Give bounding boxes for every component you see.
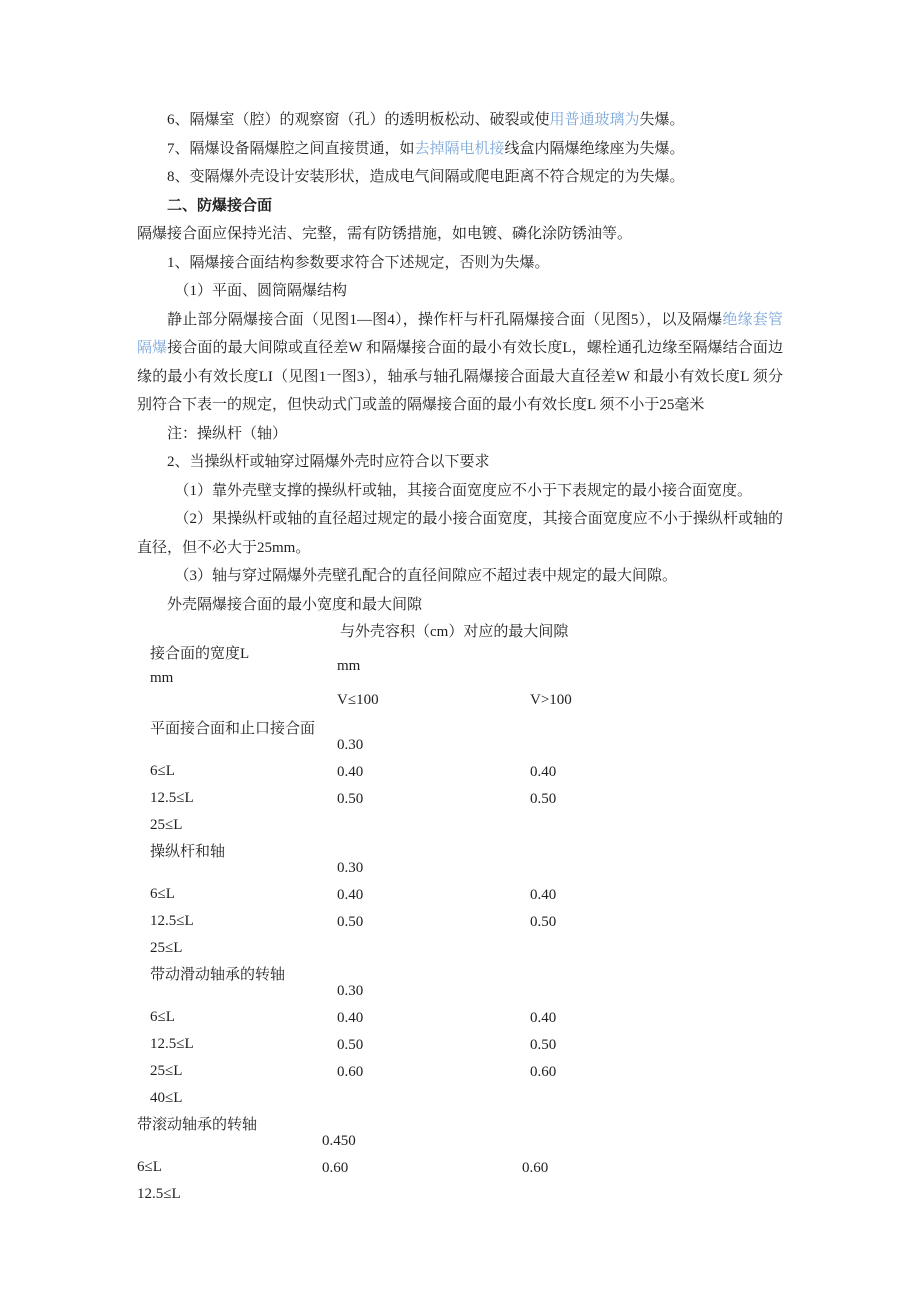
text-run: 2、当操纵杆或轴穿过隔爆外壳时应符合以下要求 <box>167 454 490 470</box>
cell-value: 0.50 <box>530 914 557 930</box>
cell-value: 0.50 <box>530 1037 557 1053</box>
text-run: 1、隔爆接合面结构参数要求符合下述规定，否则为失爆。 <box>167 254 550 271</box>
cell-value: 0.40 <box>337 764 364 780</box>
row-group-title: 带动滑动轴承的转轴 <box>150 967 286 983</box>
row-label: 25≤L <box>150 1063 183 1079</box>
value-column-v-le-100 <box>322 1112 522 1182</box>
text-run: 6、隔爆室（腔）的观察窗（孔）的透明板松动、破裂或使 <box>167 112 550 128</box>
value-column-v-gt-100 <box>530 962 783 1086</box>
text-run: （3）轴与穿过隔爆外壳壁孔配合的直径间隙应不超过表中规定的最大间隙。 <box>174 568 678 584</box>
row-group-title: 操纵杆和轴 <box>150 844 226 860</box>
row-label: 12.5≤L <box>137 1186 181 1202</box>
table-caption <box>137 591 783 620</box>
cell-value: 0.50 <box>337 914 364 930</box>
table-group-4 <box>137 1112 783 1208</box>
row-label: 12.5≤L <box>150 913 194 929</box>
section-heading-2 <box>137 192 783 221</box>
row-label: 12.5≤L <box>150 790 194 806</box>
table-header-unit-col2: mm <box>337 658 361 674</box>
cell-value: 0.40 <box>530 764 557 780</box>
cell-value: 0.30 <box>337 860 364 876</box>
row-label: 12.5≤L <box>150 1036 194 1052</box>
table-header-width-label: 接合面的宽度L <box>150 646 250 662</box>
row-label: 6≤L <box>150 886 175 902</box>
label-column <box>137 716 337 839</box>
row-label: 25≤L <box>150 940 183 956</box>
text-run: 隔爆接合面应保持光洁、完整，需有防锈措施，如电镀、磷化涂防锈油等。 <box>137 226 633 242</box>
label-column <box>137 962 337 1112</box>
label-column <box>137 839 337 962</box>
text-run: 线盒内隔爆绝缘座为失爆。 <box>504 140 685 157</box>
text-run: 7、隔爆设备隔爆腔之间直接贯通，如 <box>167 140 415 157</box>
revision-text: 绝缘套管隔爆 <box>137 311 783 356</box>
value-column-v-gt-100 <box>522 1112 783 1182</box>
text-run: 8、变隔爆外壳设计安装形状，造成电气间隔或爬电距离不符合规定的为失爆。 <box>167 169 685 185</box>
row-group-title: 带滚动轴承的转轴 <box>137 1117 258 1133</box>
text-run: （1）靠外壳壁支撑的操纵杆或轴，其接合面宽度应不小于下表规定的最小接合面宽度。 <box>174 482 753 499</box>
row-label: 25≤L <box>150 817 183 833</box>
table-header-v-gt-100: V>100 <box>530 692 572 708</box>
table-header-v-le-100: V≤100 <box>337 692 379 708</box>
table-header-unit-col1: mm <box>150 670 174 686</box>
text-run: 外壳隔爆接合面的最小宽度和最大间隙 <box>167 596 423 613</box>
value-column-v-le-100 <box>337 839 530 936</box>
para-surface-care <box>137 220 783 249</box>
text-run: 二、防爆接合面 <box>167 197 273 214</box>
cell-value: 0.30 <box>337 737 364 753</box>
cell-value: 0.40 <box>337 887 364 903</box>
spacer-line <box>522 1128 783 1155</box>
spacer-line <box>530 978 783 1005</box>
cell-value: 0.60 <box>530 1064 557 1080</box>
text-run: （2）果操纵杆或轴的直径超过规定的最小接合面宽度，其接合面宽度应不小于操纵杆或轴的直径，但不必大于25mm。 <box>137 511 783 556</box>
text-run: 注：操纵杆（轴） <box>167 425 288 442</box>
item-2-3 <box>137 562 783 591</box>
revision-text: 用普通玻璃为 <box>549 112 640 128</box>
item-2-2 <box>137 505 783 562</box>
cell-value: 0.30 <box>337 983 364 999</box>
text-run: 静止部分隔爆接合面（见图1—图4），操作杆与杆孔隔爆接合面（见图5），以及隔爆 <box>167 311 723 328</box>
cell-value: 0.40 <box>530 1010 557 1026</box>
cell-value: 0.50 <box>337 791 364 807</box>
table-group-3 <box>137 962 783 1112</box>
row-label: 40≤L <box>150 1090 183 1106</box>
text-run: 失爆。 <box>639 112 685 128</box>
label-column <box>137 1112 322 1208</box>
cell-value: 0.50 <box>530 791 557 807</box>
item-7 <box>137 135 783 164</box>
row-label: 6≤L <box>137 1159 162 1175</box>
cell-value: 0.40 <box>337 1010 364 1026</box>
text-run: （1）平面、圆筒隔爆结构 <box>174 283 348 299</box>
item-1 <box>137 249 783 278</box>
table-group-1 <box>137 716 783 839</box>
table-group-2 <box>137 839 783 962</box>
note-shaft <box>137 420 783 449</box>
row-label: 6≤L <box>150 763 175 779</box>
spacer-line <box>530 732 783 759</box>
item-1-1 <box>137 277 783 306</box>
table-header-volume: 与外壳容积（cm）对应的最大间隙 <box>340 624 569 640</box>
cell-value: 0.60 <box>522 1160 549 1176</box>
item-2 <box>137 448 783 477</box>
value-column-v-le-100 <box>337 962 530 1086</box>
table-header <box>137 621 783 716</box>
spacer-line <box>530 855 783 882</box>
document-body <box>137 106 783 619</box>
cell-value: 0.60 <box>337 1064 364 1080</box>
row-label: 6≤L <box>150 1009 175 1025</box>
value-column-v-gt-100 <box>530 839 783 936</box>
revision-text: 去掉隔电机接 <box>414 140 505 157</box>
joint-surface-table <box>137 621 783 1208</box>
text-run: 接合面的最大间隙或直径差W 和隔爆接合面的最小有效长度L，螺栓通孔边缘至隔爆结合面边缘的最小有效长度LI（见图1一图3），轴承与轴孔隔爆接合面最大直径差W 和最小有效长度L 须分别符合下表一的规定，但快动式门或盖的隔爆接合面的最小有效长度L 须不小于25毫米 <box>137 340 783 413</box>
item-6 <box>137 106 783 135</box>
cell-value: 0.450 <box>322 1133 356 1149</box>
item-8 <box>137 163 783 192</box>
item-2-1 <box>137 477 783 506</box>
value-column-v-gt-100 <box>530 716 783 813</box>
row-group-title: 平面接合面和止口接合面 <box>150 721 316 737</box>
para-structure-detail <box>137 306 783 420</box>
cell-value: 0.40 <box>530 887 557 903</box>
cell-value: 0.60 <box>322 1160 349 1176</box>
value-column-v-le-100 <box>337 716 530 813</box>
table-body <box>137 716 783 1208</box>
cell-value: 0.50 <box>337 1037 364 1053</box>
